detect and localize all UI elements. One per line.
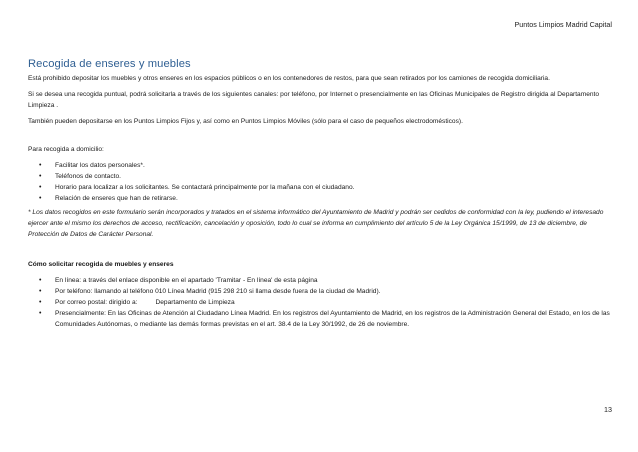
bullet-icon: • xyxy=(39,162,42,169)
list-solicitar xyxy=(28,275,614,330)
data-protection-note: * Los datos recogidos en este formulario serán incorporados y tratados en el sistema informático del Ayuntamiento de Madrid y podrán ser cedidos de conformidad con la ley, pudiendo el interesado ejercer ante el mismo los derechos de acceso, rectificación, cancelación y oposición, todo lo cual se informa en cumplimiento del artículo 5 de la Ley Orgánica 15/1999, de 13 de diciembre, de Protección de Datos de Carácter Personal. xyxy=(28,209,604,238)
list-item: • En línea: a través del enlace disponible en el apartado 'Tramitar - En línea' de esta página xyxy=(39,277,318,284)
list-item: • Por correo postal: dirigido a: Departamento de Limpieza xyxy=(39,299,235,306)
list-item: • Facilitar los datos personales*. xyxy=(39,162,145,169)
page-number: 13 xyxy=(604,405,612,414)
list-item: • Por teléfono: llamando al teléfono 010 Línea Madrid (915 298 210 si llama desde fuera de la ciudad de Madrid). xyxy=(39,288,381,295)
bullet-icon: • xyxy=(39,277,42,284)
paragraph-domicilio-intro: Para recogida a domicilio: xyxy=(28,146,104,153)
bullet-icon: • xyxy=(39,310,42,317)
section-body xyxy=(28,73,614,333)
bullet-icon: • xyxy=(39,184,42,191)
subheading-how-to-request: Cómo solicitar recogida de muebles y enseres xyxy=(28,261,174,268)
paragraph-puntos-limpios: También pueden depositarse en los Puntos Limpios Fijos y, así como en Puntos Limpios Móviles (sólo para el caso de pequeños electrodomésticos). xyxy=(28,118,463,125)
list-domicilio xyxy=(28,160,614,204)
bullet-icon: • xyxy=(39,195,42,202)
paragraph-request-channels: Si se desea una recogida puntual, podrá solicitarla a través de los siguientes canales: por teléfono, por Internet o presencialmente en las Oficinas Municipales de Registro dirigida al Departamento Limpieza . xyxy=(28,91,600,109)
bullet-icon: • xyxy=(39,173,42,180)
page-header: Puntos Limpios Madrid Capital xyxy=(514,20,612,29)
paragraph-prohibition: Está prohibido depositar los muebles y otros enseres en los espacios públicos o en los contenedores de restos, para que sean retirados por los camiones de recogida domiciliaria. xyxy=(28,75,550,82)
bullet-icon: • xyxy=(39,288,42,295)
bullet-icon: • xyxy=(39,299,42,306)
section-title: Recogida de enseres y muebles xyxy=(28,58,191,70)
list-item: • Teléfonos de contacto. xyxy=(39,173,121,180)
list-item: • Presencialmente: En las Oficinas de Atención al Ciudadano Línea Madrid. En los registros del Ayuntamiento de Madrid, en los registros de la Administración General del Estado, en los de las Comunidades Autónomas, o mediante las demás formas previstas en el art. 38.4 de la Ley 30/1992, de 26 de noviembre. xyxy=(39,310,610,328)
department-name: Departamento de Limpieza xyxy=(155,299,235,306)
list-item: • Horario para localizar a los solicitantes. Se contactará principalmente por la mañana con el ciudadano. xyxy=(39,184,355,191)
list-item: • Relación de enseres que han de retirarse. xyxy=(39,195,178,202)
